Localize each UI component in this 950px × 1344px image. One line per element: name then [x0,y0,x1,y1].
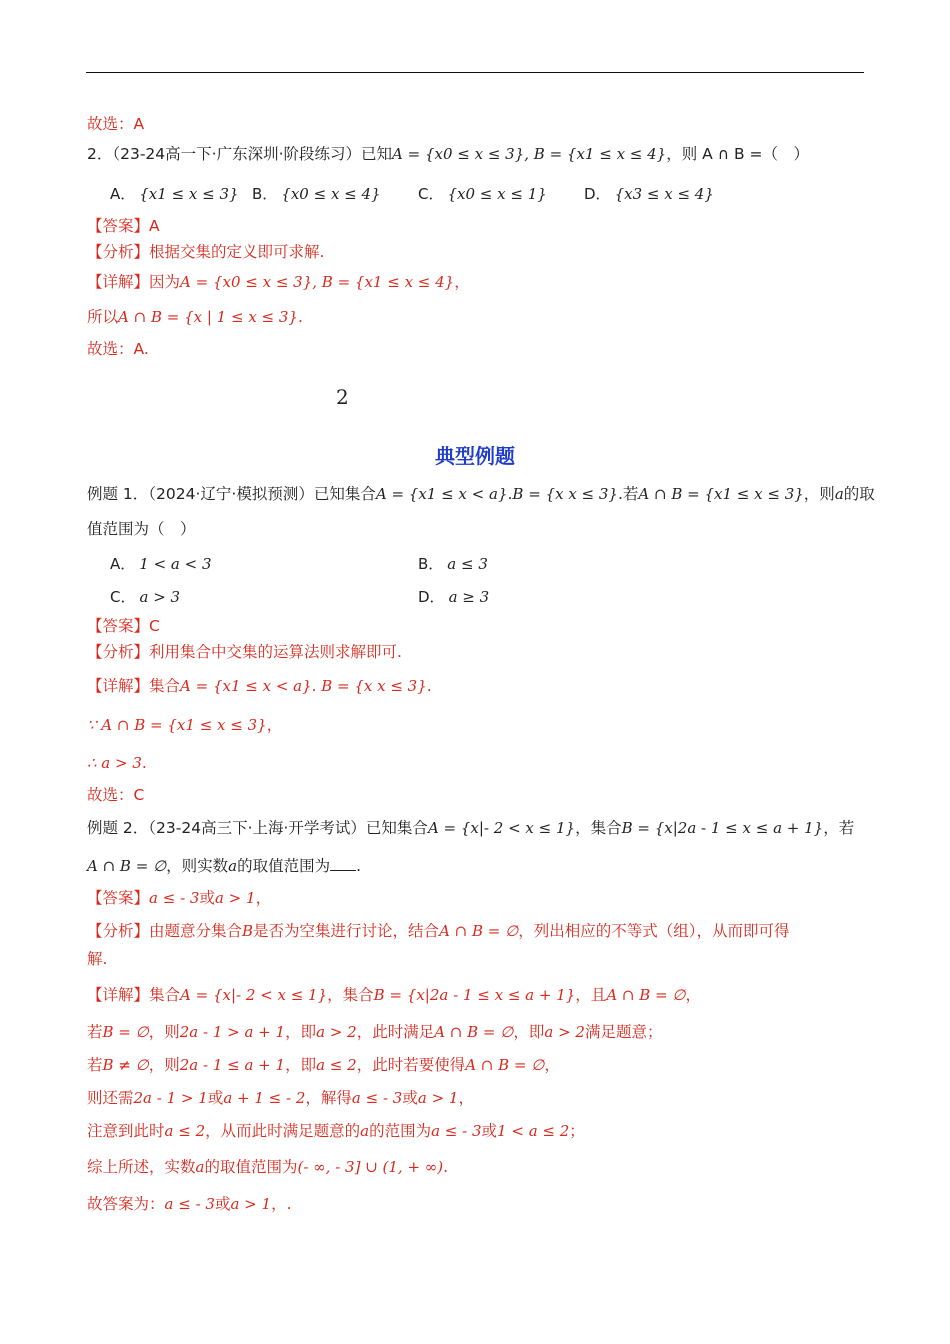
text-segment-4: . [443,1158,449,1176]
math-segment-7: A ∩ B = ∅ [434,1023,514,1041]
math-segment-3: a > 1 [230,1195,272,1213]
q2-option-a: A． {x1 ≤ x ≤ 3} [110,185,239,203]
ex2-summary [87,1156,448,1178]
text-segment-2: ，则 [148,1056,180,1074]
q2-option-c: C． {x0 ≤ x ≤ 1} [418,185,547,203]
math-segment-1: a ≤ - 3 [164,1195,215,1213]
text-segment-0: 则还需 [87,1089,134,1107]
text-segment-10: 满足题意； [584,1023,663,1041]
math-segment-9: a > 2 [544,1023,585,1041]
text-segment-2: ，则 [148,1023,180,1041]
ex2-case1 [87,1021,662,1043]
q2-analysis: 【分析】根据交集的定义即可求解. [87,243,325,261]
text-segment-2: 或 [214,1195,231,1213]
q2-stem-math: A = {x0 ≤ x ≤ 3}, B = {x1 ≤ x ≤ 4} [392,145,667,163]
math-segment-3: 2a - 1 ≤ a + 1 [179,1056,286,1074]
math-segment-1: a [195,1158,205,1176]
text-segment-0: 综上所述，实数 [87,1158,196,1176]
q2-answer: 【答案】A [87,217,160,235]
text-segment-0: 若 [87,1023,103,1041]
ex1-analysis: 【分析】利用集合中交集的运算法则求解即可. [87,643,402,661]
math-segment-1: 2a - 1 > 1 [133,1089,208,1107]
math-segment-5: a ≤ - 3 [351,1089,403,1107]
ex1-therefore: ∴ a > 3. [87,754,147,772]
ex2-note [87,1120,585,1142]
ex2-final [87,1193,292,1215]
math-segment-5: a ≤ - 3 [431,1122,482,1140]
q2-stem [87,143,809,165]
q2-detail: 【详解】因为A = {x0 ≤ x ≤ 3}, B = {x1 ≤ x ≤ 4}， [87,273,470,291]
text-segment-0: 注意到此时 [87,1122,165,1140]
math-segment-3: a + 1 ≤ - 2 [223,1089,306,1107]
math-segment-1: B ≠ ∅ [102,1056,149,1074]
text-segment-2: 的取值范围为 [204,1158,298,1176]
text-segment-6: ，此时若要使得 [356,1056,466,1074]
ex2-detail: 【详解】集合A = {x|- 2 < x ≤ 1}，集合B = {x|2a - 1 ≤ x ≤ a + 1}，且A ∩ B = ∅， [87,986,701,1004]
page-number: 2 [336,385,349,409]
text-segment-2: 或 [207,1089,224,1107]
math-segment-3: 2a - 1 > a + 1 [179,1023,286,1041]
text-segment-4: 的范围为 [369,1122,432,1140]
math-segment-3: (- ∞, - 3] ∪ (1, + ∞) [297,1158,444,1176]
math-segment-7: 1 < a ≤ 2 [497,1122,570,1140]
text-segment-8: ； [569,1122,585,1140]
header-rule [86,72,864,73]
ex2-analysis-line2: 解. [87,950,108,968]
math-segment-7: a > 1 [417,1089,459,1107]
math-segment-7: A ∩ B = ∅ [465,1056,545,1074]
text-segment-0: 若 [87,1056,103,1074]
math-segment-5: a ≤ 2 [316,1056,357,1074]
ex2-case2b [87,1087,474,1109]
q2-final: 故选：A. [87,340,149,358]
answer-blank [330,856,356,871]
ex1-stem-line2: 值范围为（ ） [87,520,196,538]
ex2-analysis: 【分析】由题意分集合B是否为空集进行讨论，结合A ∩ B = ∅，列出相应的不等式（组），从而即可得 [87,922,790,940]
q2-stem-suffix: ，则 A ∩ B =（ ） [666,145,810,163]
q2-stem-prefix: 2．（23-24高一下·广东深圳·阶段练习）已知 [87,145,393,163]
text-segment-4: ，. [271,1195,292,1213]
q2-option-b: B． {x0 ≤ x ≤ 4} [252,185,381,203]
math-segment-1: B = ∅ [102,1023,149,1041]
ex1-because: ∵ A ∩ B = {x1 ≤ x ≤ 3}， [87,716,283,734]
ex1-stem: 例题 1．（2024·辽宁·模拟预测）已知集合A = {x1 ≤ x < a}.B = {x x ≤ 3}.若A ∩ B = {x1 ≤ x ≤ 3}，则a的取 [87,485,875,503]
top-answer: 故选：A [87,115,145,133]
section-title: 典型例题 [435,444,515,468]
ex1-option-b: B． a ≤ 3 [418,555,488,573]
text-segment-6: ，此时满足 [356,1023,435,1041]
ex2-case2 [87,1054,560,1076]
ex1-detail: 【详解】集合A = {x1 ≤ x < a}. B = {x x ≤ 3}. [87,677,432,695]
text-segment-4: ，解得 [305,1089,352,1107]
math-segment-3: a [360,1122,370,1140]
text-segment-6: 或 [402,1089,418,1107]
q2-option-d: D． {x3 ≤ x ≤ 4} [584,185,714,203]
text-segment-2: ，从而此时满足题意的 [205,1122,361,1140]
math-segment-5: a > 2 [316,1023,357,1041]
text-segment-0: 故答案为： [87,1195,165,1213]
text-segment-4: ，即 [285,1056,317,1074]
ex2-answer: 【答案】a ≤ - 3或a > 1， [87,889,272,907]
ex1-option-c: C． a > 3 [110,588,181,606]
text-segment-8: ，即 [513,1023,545,1041]
text-segment-8: ， [544,1056,560,1074]
text-segment-8: ， [458,1089,474,1107]
ex2-stem: 例题 2．（23-24高三下·上海·开学考试）已知集合A = {x|- 2 < x ≤ 1}，集合B = {x|2a - 1 ≤ x ≤ a + 1}，若 [87,819,855,837]
ex2-stem-line2: A ∩ B = ∅，则实数a的取值范围为 . [87,857,362,875]
ex1-option-d: D． a ≥ 3 [418,588,490,606]
q2-conclusion: 所以A ∩ B = {x | 1 ≤ x ≤ 3}. [87,308,303,326]
text-segment-4: ，即 [285,1023,317,1041]
ex1-option-a: A． 1 < a < 3 [110,555,212,573]
ex1-answer: 【答案】C [87,617,160,635]
ex1-final: 故选：C [87,786,145,804]
math-segment-1: a ≤ 2 [164,1122,206,1140]
text-segment-6: 或 [481,1122,498,1140]
